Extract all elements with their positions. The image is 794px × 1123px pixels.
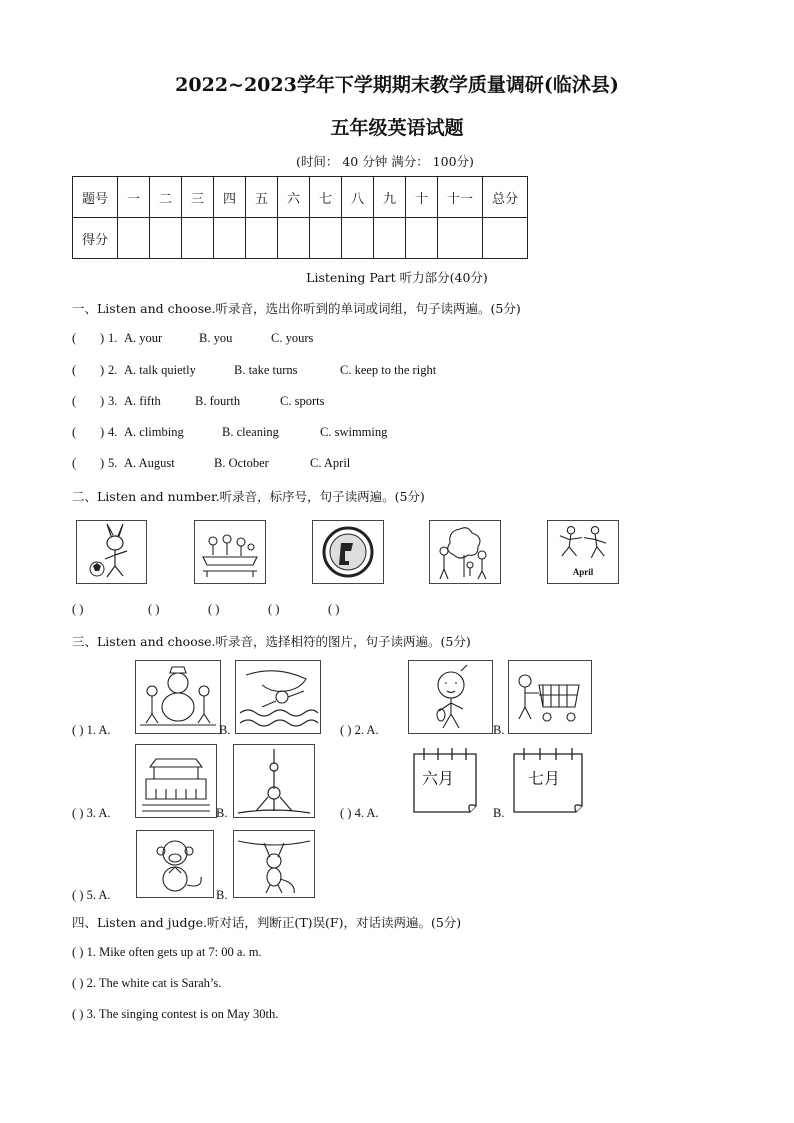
item-4-prefix[interactable]: ( ) 4. A. [340, 806, 379, 820]
section3-title: 三、Listen and choose.听录音，选择相符的图片，句子读两遍。(5分) [72, 634, 471, 649]
paren-close: ) [100, 331, 105, 345]
table-cell: 五 [246, 177, 278, 218]
table-cell: 九 [374, 177, 406, 218]
score-input-cell[interactable] [342, 218, 374, 259]
option-c: C. swimming [320, 425, 388, 439]
option-a: A. fifth [124, 394, 161, 408]
table-cell: 四 [214, 177, 246, 218]
table-cell: 得分 [73, 218, 118, 259]
item-5-prefix[interactable]: ( ) 5. A. [72, 888, 111, 902]
picture-no-eating-sign [312, 520, 384, 584]
option-c: C. keep to the right [340, 363, 437, 377]
table-cell: 十 [406, 177, 438, 218]
table-cell: 题号 [73, 177, 118, 218]
item-5-b[interactable]: B. [216, 888, 228, 902]
option-c: C. April [310, 456, 351, 470]
score-table-score-row [73, 218, 528, 259]
table-cell: 三 [182, 177, 214, 218]
picture-rabbit-football [76, 520, 147, 584]
table-cell: 总分 [483, 177, 528, 218]
picture-calendar-july [508, 744, 593, 816]
exam-subtitle: 五年级英语试题 [330, 117, 464, 139]
exam-title: 2022~2023学年下学期期末教学质量调研(临沭县) [175, 74, 619, 96]
table-cell: 七 [310, 177, 342, 218]
answer-blank[interactable]: ( ) [328, 602, 340, 616]
section2-title: 二、Listen and number.听录音，标序号，句子读两遍。(5分) [72, 489, 425, 504]
item-4-b[interactable]: B. [493, 806, 505, 820]
paren-close: ) [100, 425, 105, 439]
score-input-cell[interactable] [310, 218, 342, 259]
calendar-july-text: 七月 [528, 769, 561, 788]
score-input-cell[interactable] [438, 218, 483, 259]
question-row [72, 394, 324, 409]
table-cell: 十一 [438, 177, 483, 218]
picture-april-runners [547, 520, 619, 584]
answer-blank[interactable]: ( ) [208, 602, 220, 616]
paren-close: ) [100, 394, 105, 408]
item-3-b[interactable]: B. [216, 806, 228, 820]
item-2-b[interactable]: B. [493, 723, 505, 737]
question-number: 5. [108, 456, 118, 470]
section1-title: 一、Listen and choose.听录音，选出你听到的单词或词组，句子读两遍。(5分) [72, 301, 521, 316]
answer-blank[interactable]: ( [72, 425, 77, 439]
item-1-prefix[interactable]: ( ) 1. A. [72, 723, 111, 737]
answer-blank[interactable]: ( [72, 331, 77, 345]
question-row [72, 363, 436, 378]
score-input-cell[interactable] [483, 218, 528, 259]
answer-blank[interactable]: ( ) [72, 602, 84, 616]
table-cell: 六 [278, 177, 310, 218]
option-a: A. your [124, 331, 163, 345]
april-label: April [572, 567, 594, 577]
picture-family-picnic [194, 520, 266, 584]
answer-blank[interactable]: ( [72, 456, 77, 470]
question-number: 3. [108, 394, 118, 408]
question-number: 1. [108, 331, 118, 345]
option-a: A. August [124, 456, 175, 470]
answer-blank[interactable]: ( ) [148, 602, 160, 616]
score-input-cell[interactable] [118, 218, 150, 259]
question-number: 2. [108, 363, 118, 377]
item-1-b[interactable]: B. [219, 723, 231, 737]
exam-info: (时间： 40 分钟 满分： 100分) [296, 154, 474, 169]
question-number: 4. [108, 425, 118, 439]
item-2-prefix[interactable]: ( ) 2. A. [340, 723, 379, 737]
section4-title: 四、Listen and judge.听对话，判断正(T)误(F)，对话读两遍。(5分) [72, 915, 462, 930]
picture-tree-family [429, 520, 501, 584]
score-input-cell[interactable] [214, 218, 246, 259]
option-a: A. climbing [124, 425, 184, 439]
question-row [72, 456, 350, 471]
option-b: B. October [214, 456, 269, 470]
answer-blank[interactable]: ( [72, 394, 77, 408]
picture-snowman-children [135, 660, 221, 734]
option-b: B. you [199, 331, 233, 345]
score-input-cell[interactable] [246, 218, 278, 259]
picture-swimming-waves [235, 660, 321, 734]
option-b: B. fourth [195, 394, 241, 408]
picture-monkey-swinging [233, 830, 315, 898]
calendar-june-text: 六月 [422, 769, 455, 788]
picture-girl-singing [408, 660, 493, 734]
picture-monkey-eating [136, 830, 214, 898]
table-cell: 二 [150, 177, 182, 218]
listening-part-title: Listening Part 听力部分(40分) [306, 270, 488, 285]
picture-oriental-pearl-tower [233, 744, 315, 818]
picture-shopping-cart [508, 660, 592, 734]
number-brackets-row [72, 602, 339, 617]
score-table-header-row [73, 177, 528, 218]
table-cell: 八 [342, 177, 374, 218]
judge-question-2[interactable]: ( ) 2. The white cat is Sarah’s. [72, 976, 222, 990]
picture-tiananmen [135, 744, 217, 818]
score-input-cell[interactable] [182, 218, 214, 259]
score-input-cell[interactable] [150, 218, 182, 259]
question-row [72, 425, 387, 440]
option-a: A. talk quietly [124, 363, 196, 377]
item-3-prefix[interactable]: ( ) 3. A. [72, 806, 111, 820]
paren-close: ) [100, 456, 105, 470]
option-b: B. cleaning [222, 425, 279, 439]
picture-calendar-june [408, 744, 488, 816]
answer-blank[interactable]: ( ) [268, 602, 280, 616]
option-c: C. yours [271, 331, 314, 345]
option-b: B. take turns [234, 363, 298, 377]
table-cell: 一 [118, 177, 150, 218]
answer-blank[interactable]: ( [72, 363, 77, 377]
score-table [72, 176, 528, 259]
option-c: C. sports [280, 394, 325, 408]
score-input-cell[interactable] [278, 218, 310, 259]
paren-close: ) [100, 363, 105, 377]
question-row [72, 331, 313, 346]
judge-question-1[interactable]: ( ) 1. Mike often gets up at 7: 00 a. m. [72, 945, 262, 959]
score-input-cell[interactable] [406, 218, 438, 259]
score-input-cell[interactable] [374, 218, 406, 259]
judge-question-3[interactable]: ( ) 3. The singing contest is on May 30th. [72, 1007, 279, 1021]
